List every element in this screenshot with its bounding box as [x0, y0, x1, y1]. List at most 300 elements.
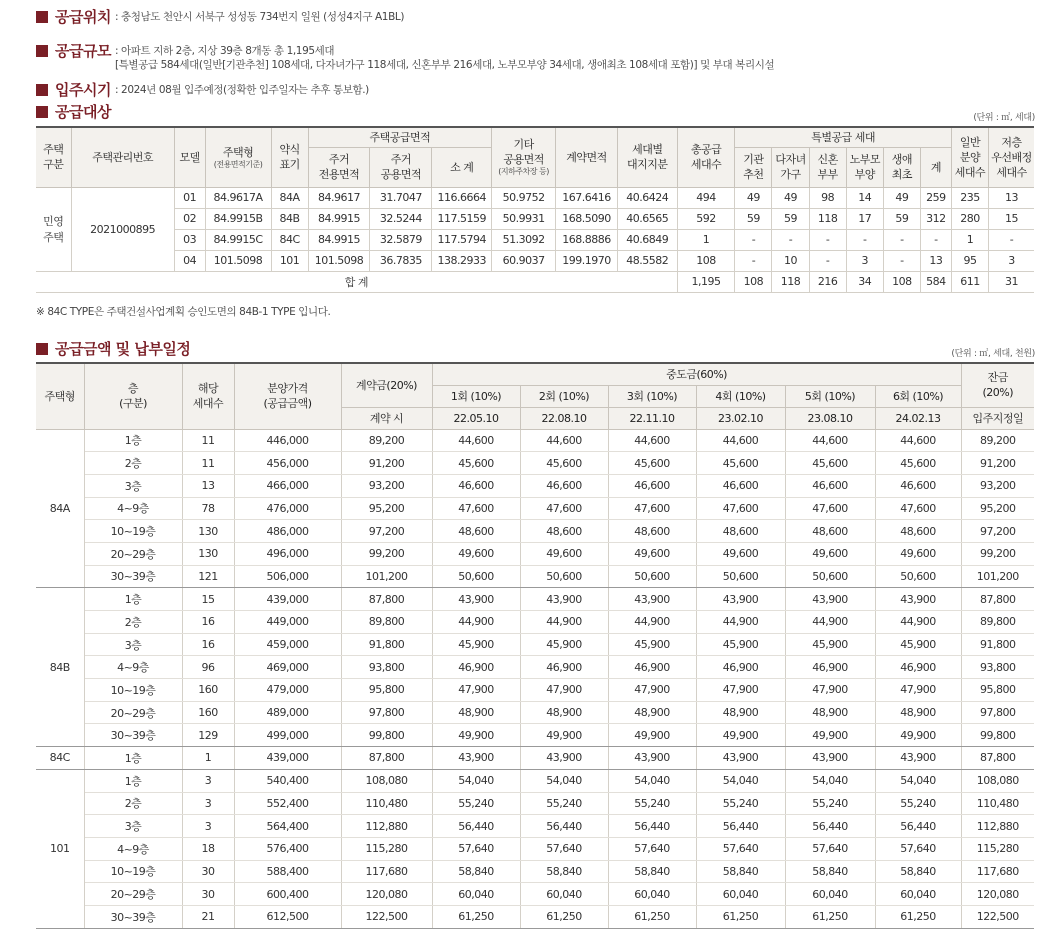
table-cell: 117,680 — [341, 860, 432, 883]
table-cell: 1 — [677, 229, 735, 250]
table-cell: 10~19층 — [84, 679, 182, 702]
table-cell: 48,600 — [608, 520, 696, 543]
table-cell: 57,640 — [696, 837, 785, 860]
table-cell: 466,000 — [234, 474, 341, 497]
table-cell: 46,600 — [520, 474, 608, 497]
table-cell: 49,900 — [785, 724, 875, 747]
table-cell: 57,640 — [608, 837, 696, 860]
table-cell: - — [846, 229, 883, 250]
table-row — [36, 747, 1034, 770]
table-cell: 48,600 — [875, 520, 961, 543]
table-cell: 31.7047 — [370, 187, 432, 208]
table-cell: 45,600 — [520, 452, 608, 475]
header-installment-3: 3회 (10%) — [608, 385, 696, 407]
house-type-cell: 84C — [36, 747, 84, 770]
header-installment-4: 4회 (10%) — [696, 385, 785, 407]
total-cell: 216 — [809, 271, 846, 292]
table-cell: 49,600 — [696, 542, 785, 565]
table-cell: 101.5098 — [205, 250, 271, 271]
table-cell: 91,200 — [961, 452, 1034, 475]
table-cell: 552,400 — [234, 792, 341, 815]
table-cell: 50,600 — [608, 565, 696, 588]
table-cell: 118 — [809, 208, 846, 229]
table-cell: 20~29층 — [84, 542, 182, 565]
table-row — [36, 633, 1034, 656]
table-cell: 46,900 — [432, 656, 520, 679]
table-cell: 49 — [772, 187, 809, 208]
header-subtotal: 소 계 — [432, 147, 492, 187]
table-cell: 47,600 — [608, 497, 696, 520]
table-cell: 49 — [883, 187, 920, 208]
table-cell: 87,800 — [961, 747, 1034, 770]
table-cell: 48.5582 — [617, 250, 677, 271]
table-cell: 93,800 — [961, 656, 1034, 679]
table-cell: 540,400 — [234, 769, 341, 792]
footnote: ※ 84C TYPE은 주택건설사업계획 승인도면의 84B-1 TYPE 입니다. — [36, 306, 331, 318]
table-cell: - — [735, 250, 772, 271]
table-cell: 43,900 — [520, 588, 608, 611]
table-cell: 87,800 — [961, 588, 1034, 611]
table-cell: 496,000 — [234, 542, 341, 565]
header-newlywed: 신혼 부부 — [809, 147, 846, 187]
table-cell: 138.2933 — [432, 250, 492, 271]
table-cell: 96 — [182, 656, 234, 679]
table-cell: 87,800 — [341, 588, 432, 611]
table-cell: 45,600 — [608, 452, 696, 475]
table-cell: 49 — [735, 187, 772, 208]
supply-location — [36, 6, 404, 27]
supply-scale-detail: [특별공급 584세대(일반[기관추천] 108세대, 다자녀가구 118세대, 신혼부부 216세대, 노부모부양 34세대, 생애최초 108세대 포함)] 및 부대 복리시설 — [114, 59, 775, 71]
table-cell: 56,440 — [608, 815, 696, 838]
table-cell: 44,900 — [432, 611, 520, 634]
table-cell: 3 — [989, 250, 1034, 271]
table-cell: 54,040 — [520, 769, 608, 792]
header-common-area: 주거 공용면적 — [370, 147, 432, 187]
table-cell: 45,900 — [520, 633, 608, 656]
table-cell: 456,000 — [234, 452, 341, 475]
header-total-supply: 총공급 세대수 — [677, 127, 735, 187]
table-cell: 43,900 — [785, 747, 875, 770]
table-cell: 43,900 — [520, 747, 608, 770]
table-cell: 91,800 — [961, 633, 1034, 656]
section-title: 공급대상 — [55, 103, 111, 121]
table-cell: 45,900 — [432, 633, 520, 656]
table-cell: 168.5090 — [556, 208, 618, 229]
header-private-area: 주거 전용면적 — [308, 147, 370, 187]
unit-label: (단위 : ㎡, 세대) — [973, 113, 1035, 123]
table-cell: 93,200 — [961, 474, 1034, 497]
table-cell: 44,600 — [785, 429, 875, 452]
table-cell: 612,500 — [234, 905, 341, 928]
table-cell: 122,500 — [961, 905, 1034, 928]
table-cell: 43,900 — [875, 747, 961, 770]
table-cell: 10~19층 — [84, 860, 182, 883]
table-cell: 03 — [174, 229, 205, 250]
table-cell: 84.9915 — [308, 229, 370, 250]
table-cell: 45,600 — [696, 452, 785, 475]
table-cell: 89,200 — [961, 429, 1034, 452]
table-cell: 61,250 — [520, 905, 608, 928]
table-cell: 89,800 — [961, 611, 1034, 634]
table-cell: - — [883, 229, 920, 250]
table-row — [36, 815, 1034, 838]
table-cell: 108 — [677, 250, 735, 271]
table-cell: 439,000 — [234, 588, 341, 611]
table-cell: 46,600 — [432, 474, 520, 497]
table-cell: 48,600 — [520, 520, 608, 543]
table-cell: 40.6565 — [617, 208, 677, 229]
table-cell: 46,900 — [785, 656, 875, 679]
table-cell: 99,200 — [961, 542, 1034, 565]
table-cell: 108,080 — [341, 769, 432, 792]
table-cell: 97,200 — [961, 520, 1034, 543]
table-cell: 49,900 — [608, 724, 696, 747]
table-cell: 84.9617A — [205, 187, 271, 208]
total-cell: 584 — [920, 271, 951, 292]
table-cell: 10~19층 — [84, 520, 182, 543]
table-row — [36, 611, 1034, 634]
header-installment-6: 6회 (10%) — [875, 385, 961, 407]
table-cell: 54,040 — [432, 769, 520, 792]
table-row — [36, 883, 1034, 906]
supply-target-table — [36, 126, 1034, 293]
table-cell: 30~39층 — [84, 724, 182, 747]
table-cell: 49,600 — [520, 542, 608, 565]
table-cell: 30~39층 — [84, 565, 182, 588]
table-cell: 489,000 — [234, 701, 341, 724]
table-cell: 486,000 — [234, 520, 341, 543]
header-multi-child: 다자녀 가구 — [772, 147, 809, 187]
table-cell: 13 — [989, 187, 1034, 208]
supply-scale-title: 공급규모 — [55, 42, 111, 60]
table-cell: 14 — [846, 187, 883, 208]
header-installment-1: 1회 (10%) — [432, 385, 520, 407]
house-category-cell: 민영 주택 — [36, 187, 71, 271]
header-date-2: 22.08.10 — [520, 407, 608, 429]
table-cell: 59 — [735, 208, 772, 229]
supply-location-text: : 충청남도 천안시 서북구 성성동 734번지 일원 (성성4지구 A1BL) — [114, 11, 405, 23]
table-cell: 89,800 — [341, 611, 432, 634]
table-cell: 48,900 — [696, 701, 785, 724]
table-row — [36, 208, 1034, 229]
table-cell: 01 — [174, 187, 205, 208]
header-management-number: 주택관리번호 — [71, 127, 174, 187]
table-cell: 2층 — [84, 792, 182, 815]
table-cell: 564,400 — [234, 815, 341, 838]
table-cell: 84.9915C — [205, 229, 271, 250]
table-cell: 449,000 — [234, 611, 341, 634]
table-cell: 588,400 — [234, 860, 341, 883]
table-cell: 44,600 — [696, 429, 785, 452]
table-cell: - — [989, 229, 1034, 250]
table-cell: 60,040 — [696, 883, 785, 906]
table-cell: 121 — [182, 565, 234, 588]
table-cell: 61,250 — [608, 905, 696, 928]
square-bullet-icon — [36, 343, 48, 355]
table-cell: 4~9층 — [84, 656, 182, 679]
unit-label: (단위 : ㎡, 세대, 천원) — [951, 349, 1035, 359]
table-cell: - — [809, 229, 846, 250]
table-cell: 49,600 — [785, 542, 875, 565]
table-cell: 60,040 — [785, 883, 875, 906]
table-cell: 47,600 — [875, 497, 961, 520]
table-cell: 84.9617 — [308, 187, 370, 208]
header-installment-2: 2회 (10%) — [520, 385, 608, 407]
table-cell: 45,600 — [785, 452, 875, 475]
table-cell: 56,440 — [785, 815, 875, 838]
table-cell: 44,600 — [875, 429, 961, 452]
section-price-schedule — [36, 338, 190, 359]
table-cell: 60,040 — [608, 883, 696, 906]
table-cell: 99,800 — [341, 724, 432, 747]
table-cell: 57,640 — [875, 837, 961, 860]
table-cell: 47,600 — [785, 497, 875, 520]
move-in-title: 입주시기 — [55, 81, 111, 99]
table-cell: 50,600 — [875, 565, 961, 588]
table-cell: 46,600 — [608, 474, 696, 497]
table-cell: 61,250 — [875, 905, 961, 928]
table-cell: 97,200 — [341, 520, 432, 543]
square-bullet-icon — [36, 45, 48, 57]
table-cell: 160 — [182, 679, 234, 702]
table-cell: 44,600 — [608, 429, 696, 452]
table-row — [36, 542, 1034, 565]
table-row — [36, 250, 1034, 271]
table-cell: 59 — [883, 208, 920, 229]
table-cell: 110,480 — [961, 792, 1034, 815]
table-cell: 56,440 — [696, 815, 785, 838]
table-cell: 47,900 — [520, 679, 608, 702]
table-cell: 600,400 — [234, 883, 341, 906]
table-cell: 78 — [182, 497, 234, 520]
table-cell: 58,840 — [785, 860, 875, 883]
table-cell: 58,840 — [432, 860, 520, 883]
table-cell: 3층 — [84, 815, 182, 838]
table-row — [36, 724, 1034, 747]
table-cell: 32.5879 — [370, 229, 432, 250]
table-cell: 48,600 — [696, 520, 785, 543]
table-cell: 43,900 — [432, 588, 520, 611]
table-cell: 576,400 — [234, 837, 341, 860]
section-title: 공급금액 및 납부일정 — [55, 340, 191, 358]
table-cell: 115,280 — [341, 837, 432, 860]
table-cell: 60,040 — [875, 883, 961, 906]
table-cell: 15 — [182, 588, 234, 611]
table-cell: 116.6664 — [432, 187, 492, 208]
table-cell: 30 — [182, 860, 234, 883]
table-cell: 98 — [809, 187, 846, 208]
house-type-cell: 84A — [36, 429, 84, 588]
table-cell: 50,600 — [432, 565, 520, 588]
table-cell: 43,900 — [608, 588, 696, 611]
total-cell: 1,195 — [677, 271, 735, 292]
supply-scale — [36, 40, 774, 72]
header-units: 해당 세대수 — [182, 363, 234, 429]
table-cell: 97,800 — [961, 701, 1034, 724]
table-cell: 40.6849 — [617, 229, 677, 250]
table-cell: 02 — [174, 208, 205, 229]
table-cell: 101.5098 — [308, 250, 370, 271]
table-cell: 1 — [182, 747, 234, 770]
table-cell: 45,900 — [785, 633, 875, 656]
table-cell: 13 — [920, 250, 951, 271]
table-cell: 120,080 — [341, 883, 432, 906]
table-cell: 1층 — [84, 429, 182, 452]
table-cell: 60.9037 — [492, 250, 556, 271]
house-type-cell: 101 — [36, 769, 84, 928]
table-cell: 110,480 — [341, 792, 432, 815]
table-cell: 3 — [182, 792, 234, 815]
table-cell: 84.9915B — [205, 208, 271, 229]
header-other-common-area: 기타 공용면적 (지하주차장 등) — [492, 127, 556, 187]
table-cell: 117,680 — [961, 860, 1034, 883]
table-cell: 48,900 — [875, 701, 961, 724]
header-deposit-when: 계약 시 — [341, 407, 432, 429]
table-row — [36, 229, 1034, 250]
table-cell: 11 — [182, 452, 234, 475]
table-cell: 21 — [182, 905, 234, 928]
table-cell: 199.1970 — [556, 250, 618, 271]
total-cell: 108 — [883, 271, 920, 292]
header-balance: 잔금 (20%) — [961, 363, 1034, 407]
header-date-3: 22.11.10 — [608, 407, 696, 429]
header-house-type: 주택형 — [36, 363, 84, 429]
table-cell: 117.5159 — [432, 208, 492, 229]
table-cell: 54,040 — [608, 769, 696, 792]
header-date-1: 22.05.10 — [432, 407, 520, 429]
table-cell: 49,600 — [875, 542, 961, 565]
table-cell: 101,200 — [961, 565, 1034, 588]
table-cell: 95,200 — [341, 497, 432, 520]
table-row — [36, 656, 1034, 679]
table-cell: 46,600 — [785, 474, 875, 497]
table-cell: 99,200 — [341, 542, 432, 565]
table-cell: 4~9층 — [84, 837, 182, 860]
table-cell: 54,040 — [875, 769, 961, 792]
table-row — [36, 860, 1034, 883]
total-cell: 108 — [735, 271, 772, 292]
table-cell: 46,600 — [696, 474, 785, 497]
table-row — [36, 679, 1034, 702]
table-cell: 30 — [182, 883, 234, 906]
table-cell: 56,440 — [875, 815, 961, 838]
table-cell: 58,840 — [696, 860, 785, 883]
total-row — [36, 271, 1034, 292]
total-cell: 31 — [989, 271, 1034, 292]
table-row — [36, 520, 1034, 543]
table-cell: 494 — [677, 187, 735, 208]
header-house-category: 주택 구분 — [36, 127, 71, 187]
supply-scale-text: : 아파트 지하 2층, 지상 39층 8개동 총 1,195세대 — [114, 45, 335, 57]
management-number-cell: 2021000895 — [71, 187, 174, 271]
table-cell: 20~29층 — [84, 701, 182, 724]
table-cell: 101 — [271, 250, 308, 271]
table-cell: 3층 — [84, 633, 182, 656]
table-cell: 1층 — [84, 747, 182, 770]
table-cell: 84.9915 — [308, 208, 370, 229]
move-in-period — [36, 79, 369, 100]
table-cell: 50,600 — [696, 565, 785, 588]
table-cell: 2층 — [84, 452, 182, 475]
square-bullet-icon — [36, 11, 48, 23]
table-cell: 2층 — [84, 611, 182, 634]
table-row — [36, 792, 1034, 815]
table-cell: 129 — [182, 724, 234, 747]
table-cell: 46,900 — [696, 656, 785, 679]
table-cell: - — [735, 229, 772, 250]
table-cell: 280 — [951, 208, 988, 229]
table-cell: 16 — [182, 611, 234, 634]
table-cell: 112,880 — [341, 815, 432, 838]
table-cell: 87,800 — [341, 747, 432, 770]
table-cell: 84B — [271, 208, 308, 229]
table-cell: 61,250 — [432, 905, 520, 928]
table-cell: 130 — [182, 520, 234, 543]
table-cell: 1층 — [84, 769, 182, 792]
table-cell: 95,800 — [341, 679, 432, 702]
header-price: 분양가격 (공급금액) — [234, 363, 341, 429]
table-row — [36, 701, 1034, 724]
table-cell: - — [920, 229, 951, 250]
header-general-supply: 일반 분양 세대수 — [951, 127, 988, 187]
table-cell: 61,250 — [785, 905, 875, 928]
table-cell: 44,900 — [875, 611, 961, 634]
table-cell: 44,600 — [520, 429, 608, 452]
table-cell: 51.3092 — [492, 229, 556, 250]
table-cell: 54,040 — [696, 769, 785, 792]
header-land-share: 세대별 대지지분 — [617, 127, 677, 187]
table-cell: 47,600 — [432, 497, 520, 520]
house-type-cell: 84B — [36, 588, 84, 747]
header-elderly-parents: 노부모 부양 — [846, 147, 883, 187]
table-cell: 160 — [182, 701, 234, 724]
table-cell: 17 — [846, 208, 883, 229]
table-cell: 55,240 — [520, 792, 608, 815]
table-cell: 1층 — [84, 588, 182, 611]
table-cell: 44,900 — [520, 611, 608, 634]
table-row — [36, 452, 1034, 475]
table-cell: 32.5244 — [370, 208, 432, 229]
table-cell: 479,000 — [234, 679, 341, 702]
header-date-6: 24.02.13 — [875, 407, 961, 429]
total-cell: 611 — [951, 271, 988, 292]
square-bullet-icon — [36, 106, 48, 118]
table-cell: 47,900 — [432, 679, 520, 702]
table-cell: 30~39층 — [84, 905, 182, 928]
header-balance-when: 입주지정일 — [961, 407, 1034, 429]
table-cell: 60,040 — [432, 883, 520, 906]
table-row — [36, 769, 1034, 792]
table-cell: 1 — [951, 229, 988, 250]
table-cell: 446,000 — [234, 429, 341, 452]
table-cell: 57,640 — [785, 837, 875, 860]
table-cell: 48,600 — [785, 520, 875, 543]
table-cell: 57,640 — [520, 837, 608, 860]
table-cell: 55,240 — [785, 792, 875, 815]
table-cell: 58,840 — [608, 860, 696, 883]
table-cell: 312 — [920, 208, 951, 229]
table-cell: 60,040 — [520, 883, 608, 906]
table-cell: 3 — [182, 769, 234, 792]
table-cell: 499,000 — [234, 724, 341, 747]
table-cell: 101,200 — [341, 565, 432, 588]
table-cell: 95,800 — [961, 679, 1034, 702]
table-cell: 55,240 — [432, 792, 520, 815]
table-cell: 43,900 — [432, 747, 520, 770]
table-cell: 48,900 — [785, 701, 875, 724]
table-cell: 10 — [772, 250, 809, 271]
header-first-time: 생애 최초 — [883, 147, 920, 187]
